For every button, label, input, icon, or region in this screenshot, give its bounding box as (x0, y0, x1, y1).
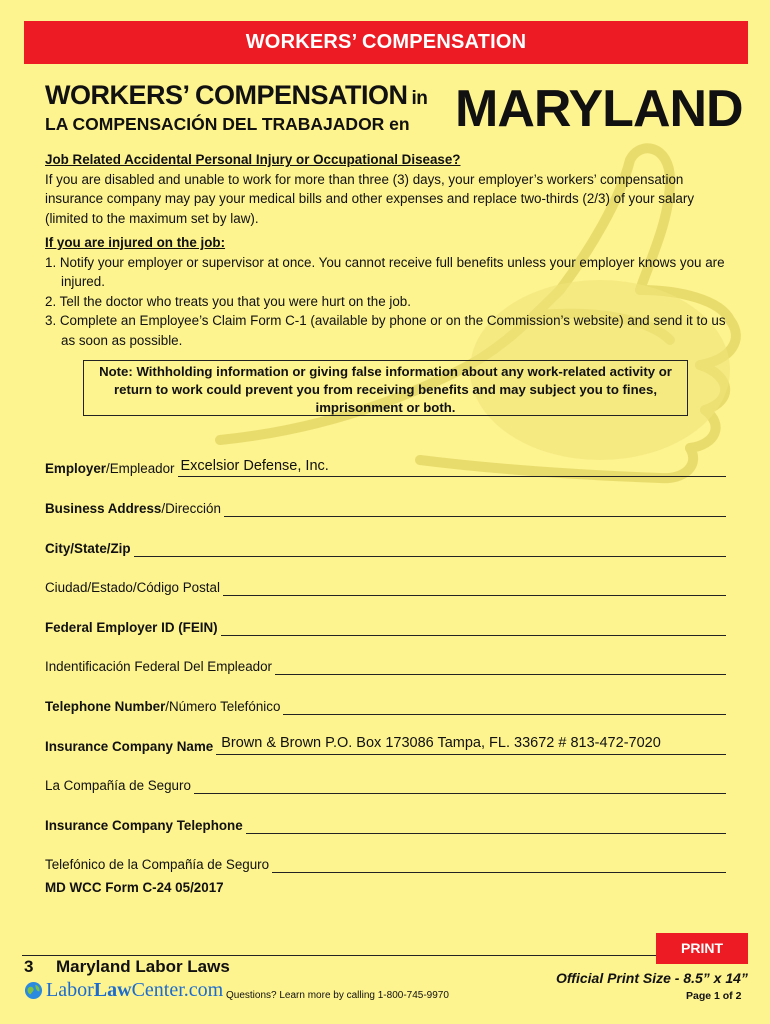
laborlawcenter-logo[interactable] (24, 979, 223, 1002)
field-label: Federal Employer ID (FEIN) (45, 620, 218, 635)
title-english: WORKERS’ COMPENSATION (45, 80, 408, 110)
telephone-field (45, 693, 726, 715)
section-injured-steps (45, 233, 735, 350)
fein-spanish-field (45, 653, 726, 675)
field-label: Insurance Company Telephone (45, 818, 243, 833)
city-state-zip-field (45, 535, 726, 557)
fein-spanish-input[interactable] (275, 654, 726, 675)
section-heading: Job Related Accidental Personal Injury or Occupational Disease? (45, 152, 461, 167)
logo-globe-icon (24, 981, 43, 1000)
steps-list (45, 253, 735, 351)
section-heading: If you are injured on the job: (45, 235, 226, 250)
logo-text-law: Law (93, 979, 132, 1001)
insurance-company-spanish-field (45, 772, 726, 794)
footer-divider (22, 955, 658, 956)
insurance-telephone-field (45, 812, 726, 834)
official-print-size: Official Print Size - 8.5” x 14” (556, 970, 748, 986)
title-in: in (411, 88, 428, 109)
insurance-company-spanish-input[interactable] (194, 773, 726, 794)
page-indicator: Page 1 of 2 (686, 990, 742, 1002)
insurance-telephone-spanish-input[interactable] (272, 852, 726, 873)
insurance-company-field (45, 733, 726, 755)
fein-input[interactable] (221, 615, 726, 636)
ciudad-field (45, 574, 726, 596)
state-name: MARYLAND (455, 80, 743, 138)
ciudad-input[interactable] (223, 575, 726, 596)
list-item: 1. Notify your employer or supervisor at once. You cannot receive full benefits unless your employer knows you are injured. (45, 254, 725, 289)
form-id: MD WCC Form C-24 05/2017 (45, 880, 224, 895)
page-number: 3 (24, 957, 34, 976)
insurance-telephone-spanish-field (45, 851, 726, 873)
field-label: Indentificación Federal Del Empleador (45, 659, 273, 674)
warning-note: Note: Withholding information or giving false information about any work-related activity or return to work could prevent you from receiving benefits and may subject you to fines, imprisonment or both. (83, 360, 688, 416)
field-label: Employer/Empleador (45, 461, 175, 476)
header-banner: WORKERS’ COMPENSATION (24, 21, 748, 64)
insurance-company-input[interactable]: Brown & Brown P.O. Box 173086 Tampa, FL. 33672 # 813-472-7020 (216, 734, 726, 755)
insurance-telephone-input[interactable] (246, 813, 726, 834)
field-label: Ciudad/Estado/Código Postal (45, 580, 220, 595)
questions-text: Questions? Learn more by calling 1-800-745-9970 (226, 990, 449, 1001)
fein-field (45, 614, 726, 636)
footer-title: Maryland Labor Laws (56, 957, 230, 976)
section-injury-info (45, 150, 735, 228)
field-label: City/State/Zip (45, 541, 131, 556)
section-body: If you are disabled and unable to work for more than three (3) days, your employer’s workers’ compensation insurance company may pay your medical bills and other expenses and replace two-thirds (2/3) of your salary (limited to the maximum set by law). (45, 171, 695, 226)
field-label: Telephone Number/Número Telefónico (45, 699, 281, 714)
business-address-input[interactable] (224, 496, 726, 517)
page-title (45, 80, 427, 111)
page-subtitle-spanish: LA COMPENSACIÓN DEL TRABAJADOR en (45, 114, 410, 134)
logo-text-labor: Labor (46, 979, 94, 1001)
logo-text-center: Center.com (131, 979, 224, 1001)
city-state-zip-input[interactable] (134, 536, 726, 557)
list-item: 2. Tell the doctor who treats you that you were hurt on the job. (45, 293, 411, 309)
list-item: 3. Complete an Employee’s Claim Form C-1 (available by phone or on the Commission’s website) and send it to us as soon as possible. (45, 313, 726, 348)
field-label: Business Address/Dirección (45, 501, 221, 516)
business-address-field (45, 495, 726, 517)
field-label: La Compañía de Seguro (45, 778, 191, 793)
employer-input[interactable]: Excelsior Defense, Inc. (178, 456, 726, 477)
print-button[interactable]: PRINT (656, 933, 748, 964)
employer-field (45, 455, 726, 477)
telephone-input[interactable] (283, 694, 726, 715)
field-label: Insurance Company Name (45, 739, 214, 754)
field-label: Telefónico de la Compañía de Seguro (45, 857, 270, 872)
